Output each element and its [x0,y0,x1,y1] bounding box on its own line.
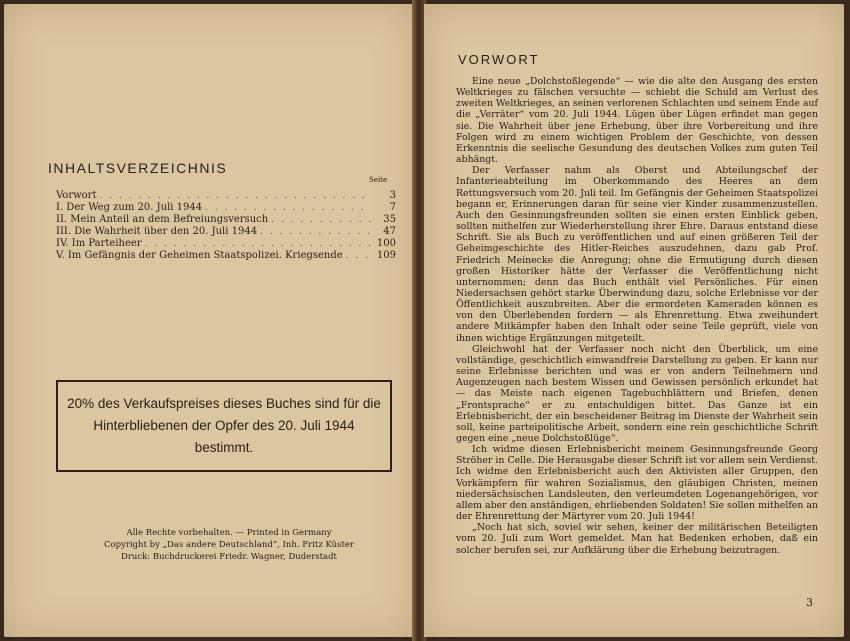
toc-entry-title: IV. Im Parteiheer [56,238,142,249]
paragraph: Ich widme diesen Erlebnisbericht meinem Gesinnungsfreunde Georg Ströher in Celle. Die Herausgabe dieser Schrift ist vor allem sein Verdienst. Ich widme den Erlebnisbericht auch den Aktivisten aller Gruppen, den Vorkämpfern für wahren Sozialismus, den gläubigen Christen, meinen niedersächsischen Landsleuten, den verleumdeten Logenangehörigen, vor allem aber den anständigen, ehrliebenden Soldaten! Sie sollen mithelfen an der Ehrenrettung der Märtyrer vom 20. Juli 1944! [456,444,818,523]
toc-entry [56,190,396,202]
toc-entry-page: 7 [389,202,396,213]
toc-entry-title: V. Im Gefängnis der Geheimen Staatspolizei. Kriegsende [56,250,343,261]
paragraph: „Noch hat sich, soviel wir sehen, keiner der militärischen Beteiligten vom 20. Juli zum Wort gemeldet. Man hat Bedenken erhoben, daß ein solcher berufen sei, zur Aufklärung über die Erhebung beizutragen. [456,522,818,556]
toc-entry-title: Vorwort [56,190,97,201]
notice-line: Hinterbliebenen der Opfer des 20. Juli 1944 bestimmt. [93,418,355,455]
toc-entry-page: 109 [376,250,396,261]
toc-entry-page: 100 [376,238,396,249]
page-title: VORWORT [458,52,540,67]
left-page [4,4,414,637]
toc-title: INHALTSVERZEICHNIS [48,160,228,176]
paragraph: Gleichwohl hat der Verfasser noch nicht den Überblick, um eine vollständige, geschichtlich einwandfreie Darstellung zu geben. Er kann nur seine Erlebnisse berichten und was er von andern Teilnehmern und Augenzeugen nach bestem Wissen und Gewissen persönlich erkundet hat — das Meiste nach eigenen Tagebuchblättern und Briefen, denen „Frontsprache“ er zu entschuldigen bittet. Das Ganze ist ein Erlebnisbericht, der ein bescheidener Beitrag im Dienste der Wahrheit sein soll, keine parteipolitische Arbeit, sondern eine rein geschichtliche Schrift gegen eine „neue Dolchstoßlüge“. [456,343,818,444]
toc-entry-page: 47 [383,226,396,237]
paragraph: Der Verfasser nahm als Oberst und Abteilungschef der Infanterieabteilung im Oberkommando des Heeres an dem Rettungsversuch vom 20. Juli teil. Im Gefängnis der Geheimen Staatspolizei begann er, Erinnerungen daran für seine vier Kinder zusammenzustellen. Auch den Gesinnungsfreunden sollten sie einen ersten Einblick geben, sollten mithelfen zur Wiederherstellung ihrer Ehre. Daraus entstand diese Schrift. Sie als Buch zu veröffentlichen und auf einen größeren Teil der Geheimgeschichte des Hitler-Reiches auszudehnen, dazu gab Prof. Friedrich Meinecke die Anregung; ohne die Ermutigung durch diesen großen Historiker hätte der Verfasser die Veröffentlichung nicht unternommen; denn das Buch enthält viel Persönliches. Für einen Niedersachsen gehört starke Überwindung dazu, solche Erlebnisse vor der Öffentlichkeit auszubreiten. Aber die ermordeten Kameraden können es von den Überlebenden fordern — als Ehrenrettung. Etwa zweihundert andere Mitkämpfer haben den Inhalt oder seine Teile geprüft, viele von ihnen wichtige Ergänzungen mitgeteilt. [456,165,818,344]
foreword-text [456,76,818,556]
toc-entry [56,226,396,238]
page-number: 3 [806,596,813,609]
toc-entry [56,202,396,214]
toc-entry [56,250,396,262]
toc-entry-page: 3 [389,190,396,201]
paragraph: Eine neue „Dolchstoßlegende“ — wie die alte den Ausgang des ersten Weltkrieges zu fälschen versuchte — schiebt die Schuld am Verlust des zweiten Weltkrieges, an seinen verlorenen Schlachten und seinem Ende auf die „Verräter“ vom 20. Juli 1944. Lügen über Lügen erfindet man gegen sie. Die Wahrheit über jene Erhebung, über ihre Vorbereitung und ihre Folgen wird zu einem wichtigen Problem der Geschichte, von dessen Erkenntnis die seelische Gesundung des deutschen Volkes zum guten Teil abhängt. [456,76,818,166]
imprint-line: Druck: Buchdruckerei Friedr. Wagner, Duderstadt [121,552,337,562]
imprint-line: Copyright by „Das andere Deutschland“, Inh. Fritz Küster [103,540,355,550]
imprint-line: Alle Rechte vorbehalten. — Printed in Germany [126,528,332,538]
toc-entry-page: 35 [383,214,396,225]
right-page [424,4,844,637]
table-of-contents [56,190,396,262]
toc-entry [56,214,396,226]
toc-entry [56,238,396,250]
toc-entry-title: III. Die Wahrheit über den 20. Juli 1944 [56,226,258,237]
donation-notice-box [56,380,392,472]
imprint [94,527,364,563]
toc-entry-title: I. Der Weg zum 20. Juli 1944 [56,202,203,213]
seite-label: Seite [369,176,388,184]
toc-entry-title: II. Mein Anteil an dem Befreiungsversuch [56,214,269,225]
notice-line: 20% des Verkaufspreises dieses Buches sind für die [67,396,381,411]
